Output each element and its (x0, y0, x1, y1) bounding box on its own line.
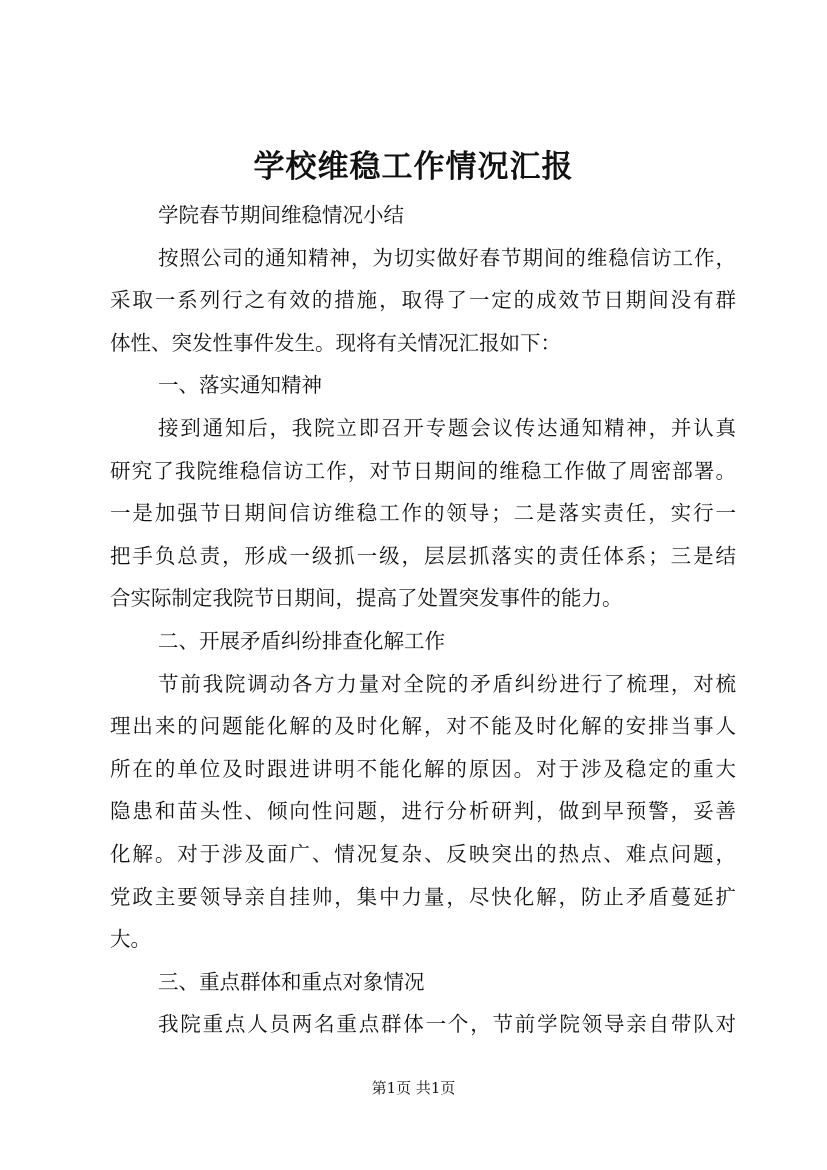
document-body (110, 194, 736, 1046)
text-line: 一、落实通知精神 (158, 373, 322, 398)
text-line: 隐患和苗头性、倾向性问题，进行分析研判，做到早预警，妥善 (110, 799, 736, 824)
text-line: 理出来的问题能化解的及时化解，对不能及时化解的安排当事人 (110, 714, 736, 739)
text-line: 党政主要领导亲自挂帅，集中力量，尽快化解，防止矛盾蔓延扩 (110, 884, 736, 909)
text-line: 所在的单位及时跟进讲明不能化解的原因。对于涉及稳定的重大 (110, 756, 736, 781)
text-line: 二、开展矛盾纠纷排查化解工作 (158, 628, 445, 653)
text-line: 按照公司的通知精神，为切实做好春节期间的维稳信访工作， (158, 245, 736, 270)
text-line: 采取一系列行之有效的措施，取得了一定的成效节日期间没有群 (110, 288, 736, 313)
document-title: 学校维稳工作情况汇报 (253, 149, 574, 185)
text-line: 体性、突发性事件发生。现将有关情况汇报如下： (110, 330, 561, 355)
text-line: 研究了我院维稳信访工作，对节日期间的维稳工作做了周密部署。 (110, 458, 736, 483)
page-footer: 第1页 共1页 (371, 1079, 456, 1097)
text-line: 大。 (110, 927, 151, 952)
text-line: 节前我院调动各方力量对全院的矛盾纠纷进行了梳理，对梳 (158, 671, 736, 696)
text-line: 学院春节期间维稳情况小结 (158, 203, 404, 227)
text-line: 一是加强节日期间信访维稳工作的领导；二是落实责任，实行一 (110, 501, 736, 526)
text-line: 接到通知后，我院立即召开专题会议传达通知精神，并认真 (158, 415, 736, 440)
text-line: 三、重点群体和重点对象情况 (158, 969, 425, 994)
text-line: 把手负总责，形成一级抓一级，层层抓落实的责任体系；三是结 (110, 543, 736, 568)
text-line: 化解。对于涉及面广、情况复杂、反映突出的热点、难点问题， (110, 841, 736, 866)
text-line: 合实际制定我院节日期间，提高了处置突发事件的能力。 (110, 586, 623, 611)
text-line: 我院重点人员两名重点群体一个，节前学院领导亲自带队对 (158, 1012, 736, 1037)
